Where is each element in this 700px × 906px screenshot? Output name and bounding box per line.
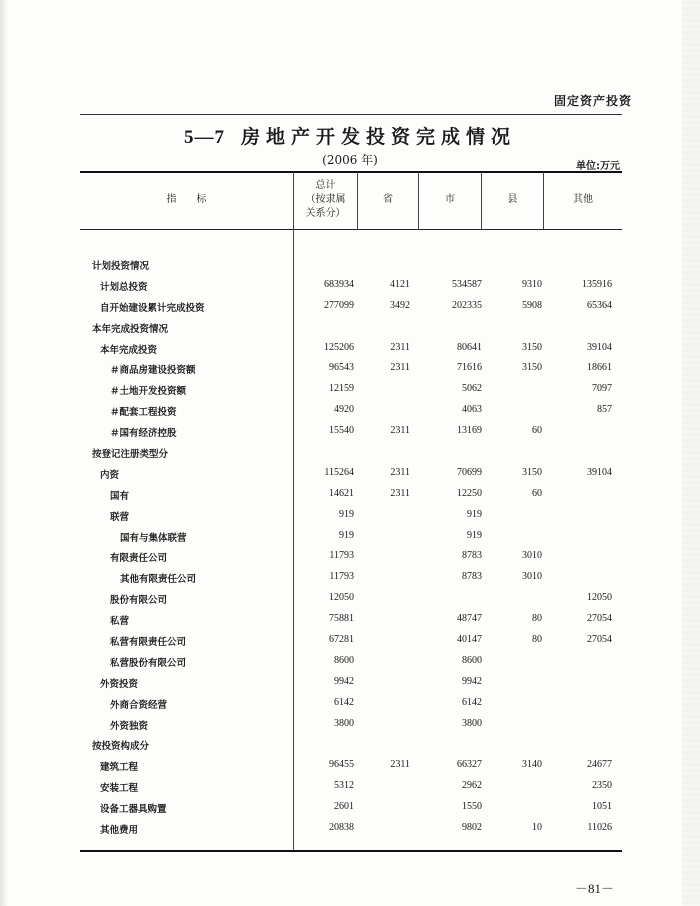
table-row — [80, 297, 622, 318]
page-number: －81－ — [574, 881, 614, 896]
header-province: 省 — [383, 194, 393, 205]
row-label: 按投资构成分 — [92, 741, 150, 753]
row-label: 外资投资 — [100, 678, 139, 690]
header-city: 市 — [445, 194, 455, 205]
row-value: 4121 — [390, 278, 410, 290]
row-value: 24677 — [587, 759, 612, 771]
row-value: 3010 — [522, 550, 542, 562]
row-value: 27054 — [587, 613, 612, 625]
row-value: 27054 — [587, 634, 612, 646]
row-label: 本年完成投资 — [100, 344, 158, 356]
row-value: 2311 — [390, 341, 410, 353]
row-label: 私营有限责任公司 — [110, 637, 187, 649]
table-row — [80, 568, 622, 589]
row-label: ＃土地开发投资额 — [110, 386, 187, 398]
row-value: 4920 — [334, 404, 354, 416]
row-label: 计划投资情况 — [92, 261, 150, 272]
table-row — [80, 673, 622, 694]
row-value: 115264 — [324, 466, 354, 478]
table-year: (2006 年) — [322, 153, 378, 167]
table-row — [80, 589, 622, 610]
table-row — [80, 819, 622, 840]
header-county: 县 — [507, 194, 518, 205]
row-value: 11793 — [329, 571, 354, 583]
row-value: 8600 — [462, 654, 482, 666]
table-row — [80, 359, 622, 380]
row-value: 683934 — [324, 278, 354, 290]
row-value: 40147 — [457, 634, 482, 646]
row-label: ＃商品房建设投资额 — [110, 365, 196, 377]
row-value: 20838 — [329, 822, 354, 834]
header-total-line1: 总计 — [315, 180, 336, 191]
row-value: 12050 — [587, 592, 612, 604]
row-value: 4063 — [462, 404, 482, 416]
row-value: 48747 — [457, 613, 482, 625]
table-row — [80, 527, 622, 548]
table-bottom-rule — [80, 850, 622, 852]
table-row — [80, 756, 622, 777]
row-value: 12050 — [329, 592, 354, 604]
row-value: 534587 — [452, 278, 482, 290]
row-value: 125206 — [324, 341, 354, 353]
row-value: 2311 — [390, 425, 410, 437]
row-value: 3150 — [522, 341, 542, 353]
row-value: 12250 — [457, 487, 482, 499]
row-value: 5908 — [522, 299, 542, 311]
header-other: 其他 — [573, 194, 593, 205]
row-value: 14621 — [329, 487, 354, 499]
row-value: 3492 — [390, 299, 410, 311]
unit-label: 单位:万元 — [576, 161, 620, 172]
table-row — [80, 443, 622, 464]
table-row — [80, 380, 622, 401]
table-row — [80, 422, 622, 443]
row-label: ＃配套工程投资 — [110, 407, 177, 419]
table-row — [80, 506, 622, 527]
row-label: 计划总投资 — [100, 281, 148, 293]
row-value: 202335 — [452, 299, 482, 311]
table-number: 5—7 — [183, 127, 225, 148]
row-label: 设备工器具购置 — [100, 804, 167, 816]
table-row — [80, 715, 622, 736]
table-row — [80, 464, 622, 485]
row-value: 1051 — [592, 801, 612, 813]
row-value: 5312 — [334, 780, 354, 792]
row-value: 2601 — [334, 801, 354, 813]
header-bottom-rule — [80, 229, 622, 230]
row-value: 2311 — [390, 759, 410, 771]
table-row — [80, 694, 622, 715]
row-value: 919 — [467, 529, 482, 541]
row-label: 私营股份有限公司 — [110, 657, 187, 669]
row-label: 外商合资经营 — [110, 699, 168, 711]
row-value: 10 — [532, 822, 542, 834]
header-total-line2: （按隶属 — [305, 194, 346, 205]
table-row — [80, 735, 622, 756]
row-value: 3150 — [522, 466, 542, 478]
table-row — [80, 485, 622, 506]
row-label: 按登记注册类型分 — [92, 449, 169, 461]
row-value: 919 — [467, 508, 482, 520]
table-row — [80, 401, 622, 422]
row-value: 80 — [532, 613, 542, 625]
row-value: 60 — [532, 487, 542, 499]
row-value: 5062 — [462, 383, 482, 395]
row-value: 135916 — [582, 278, 612, 290]
row-value: 9802 — [462, 822, 482, 834]
row-label: 股份有限公司 — [110, 595, 168, 607]
row-value: 11026 — [587, 822, 612, 834]
row-value: 9942 — [462, 675, 482, 687]
table-body — [80, 255, 622, 840]
table-row — [80, 547, 622, 568]
row-label: 其他费用 — [100, 825, 139, 837]
row-label: 其他有限责任公司 — [120, 574, 197, 586]
header-rule — [80, 114, 622, 115]
row-value: 70699 — [457, 466, 482, 478]
table-title: 房地产开发投资完成情况 — [240, 126, 516, 148]
row-value: 39104 — [587, 341, 612, 353]
row-value: 277099 — [324, 299, 354, 311]
row-value: 96455 — [329, 759, 354, 771]
row-label: 外资独资 — [110, 720, 149, 732]
row-value: 67281 — [329, 634, 354, 646]
row-label: 国有与集体联营 — [120, 532, 187, 544]
row-value: 9942 — [334, 675, 354, 687]
row-value: 12159 — [329, 383, 354, 395]
header-indicator: 指 标 — [166, 194, 207, 205]
header-total — [294, 172, 357, 228]
row-value: 1550 — [462, 801, 482, 813]
table-row — [80, 610, 622, 631]
row-value: 11793 — [329, 550, 354, 562]
row-value: 3010 — [522, 571, 542, 583]
row-value: 3150 — [522, 362, 542, 374]
row-value: 96543 — [329, 362, 354, 374]
row-value: 2311 — [390, 487, 410, 499]
row-label: 建筑工程 — [100, 762, 139, 774]
row-label: 内资 — [100, 469, 120, 481]
row-value: 919 — [339, 508, 354, 520]
row-value: 71616 — [457, 362, 482, 374]
row-value: 857 — [597, 404, 612, 416]
row-value: 8600 — [334, 654, 354, 666]
row-value: 7097 — [592, 383, 612, 395]
header-total-line3: 关系分） — [305, 208, 346, 219]
row-value: 65364 — [587, 299, 612, 311]
row-value: 9310 — [522, 278, 542, 290]
row-value: 6142 — [462, 696, 482, 708]
row-value: 3800 — [334, 717, 354, 729]
row-value: 15540 — [329, 425, 354, 437]
row-value: 3800 — [462, 717, 482, 729]
table-row — [80, 276, 622, 297]
row-value: 13169 — [457, 425, 482, 437]
row-value: 6142 — [334, 696, 354, 708]
row-value: 60 — [532, 425, 542, 437]
row-value: 2350 — [592, 780, 612, 792]
row-label: 有限责任公司 — [110, 553, 168, 565]
row-value: 2311 — [390, 466, 410, 478]
row-label: 国有 — [110, 490, 130, 502]
row-value: 75881 — [329, 613, 354, 625]
table-row — [80, 798, 622, 819]
row-label: 私营 — [110, 616, 130, 628]
row-label: ＃国有经济控股 — [110, 428, 177, 440]
row-value: 66327 — [457, 759, 482, 771]
row-value: 80641 — [457, 341, 482, 353]
table-row — [80, 318, 622, 339]
row-label: 自开始建设累计完成投资 — [100, 302, 205, 314]
page-title — [0, 122, 700, 149]
table-row — [80, 777, 622, 798]
table-row — [80, 631, 622, 652]
table-row — [80, 255, 622, 276]
row-value: 39104 — [587, 466, 612, 478]
row-value: 80 — [532, 634, 542, 646]
row-label: 安装工程 — [100, 783, 139, 795]
row-value: 2962 — [462, 780, 482, 792]
row-value: 3140 — [522, 759, 542, 771]
table-row — [80, 652, 622, 673]
section-header: 固定资产投资 — [553, 94, 632, 108]
table-row — [80, 339, 622, 360]
row-value: 8783 — [462, 550, 482, 562]
row-value: 8783 — [462, 571, 482, 583]
row-label: 联营 — [110, 511, 130, 523]
row-value: 919 — [339, 529, 354, 541]
row-value: 18661 — [587, 362, 612, 374]
row-value: 2311 — [390, 362, 410, 374]
row-label: 本年完成投资情况 — [92, 323, 169, 335]
